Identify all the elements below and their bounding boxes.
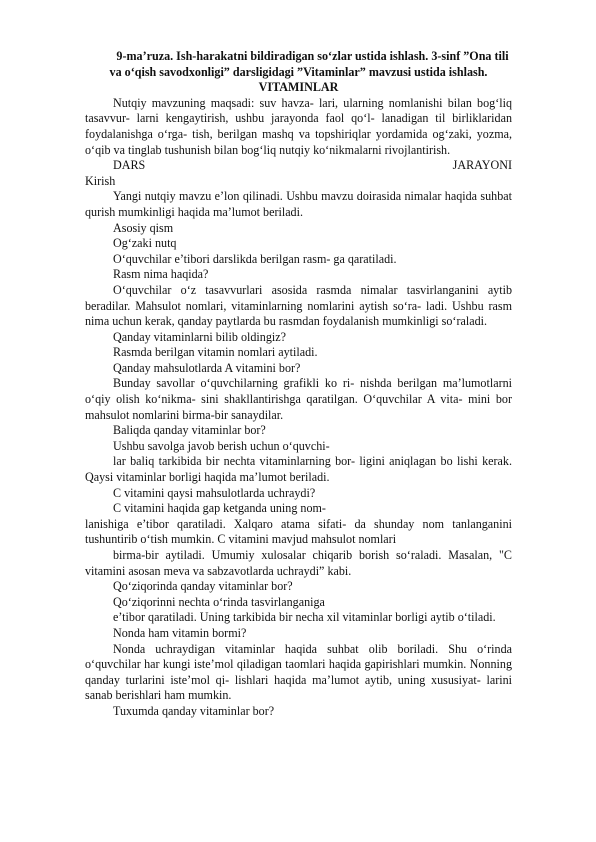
paragraph-15: C vitamini haqida gap ketganda uning nom- <box>113 501 326 516</box>
paragraph-8: Rasmda berilgan vitamin nomlari aytiladi. <box>113 345 318 360</box>
paragraph-6: O‘quvchilar o‘z tasavvurlari asosida rasmda nimalar tasvirlanganini aytib beradilar. Mahsulot nomlari, vitaminlarning nomlarini aytish so‘ra- ladi. Ushbu rasm nima uchun kerak, qanday paytlarda bu rasmdan foydalanish mumkinligi so‘raladi. <box>85 282 512 329</box>
question-qoziqorin: Qo‘ziqorinda qanday vitaminlar bor? <box>113 579 293 594</box>
question-c-vitamin: C vitamini qaysi mahsulotlarda uchraydi? <box>113 485 316 500</box>
question-vitaminlar: Qanday vitaminlarni bilib oldingiz? <box>113 329 286 344</box>
paragraph-13: lar baliq tarkibida bir nechta vitaminlarning bor- ligini aniqlagan bo lishi kerak. Qaysi vitaminlar borligi haqida ma’lumot beriladi. <box>85 454 512 485</box>
section-kirish: Kirish <box>85 173 116 188</box>
paragraph-20: e’tibor qaratiladi. Uning tarkibida bir necha xil vitaminlar borligi aytib o‘tiladi. <box>113 610 496 625</box>
paragraph-1: Yangi nutqiy mavzu e’lon qilinadi. Ushbu mavzu doirasida nimalar haqida suhbat qurish mumkinligi haqida ma’lumot beriladi. <box>85 189 512 219</box>
paragraph-10: Bunday savollar o‘quvchilarning grafikli ko ri- nishda berilgan ma’lumotlarni o‘qiy olish ko‘nikma- sini shakllantirishga qaratilgan. O‘quvchilar A vita- mini bor mahsulot nomlarini birma-bir sanaydilar. <box>85 376 512 422</box>
question-a-vitamin: Qanday mahsulotlarda A vitamini bor? <box>113 360 301 375</box>
section-ogzaki-nutq: Og‘zaki nutq <box>113 236 177 251</box>
paragraph-4: O‘quvchilar e’tibori darslikda berilgan rasm- ga qaratiladi. <box>113 251 397 266</box>
section-asosiy-qism: Asosiy qism <box>113 220 174 235</box>
paragraph-intro: Nutqiy mavzuning maqsadi: suv havza- lari, ularning nomlanishi bilan bog‘liq tasavvur- larni kengaytirish, ushbu jarayonda faol qo‘l- lanadigan til birliklaridan foydalanishga o‘rga- tish, berilgan mashq va topshiriqlar yordamida og‘zaki, yozma, o‘qib va tinglab tushunish bilan bog‘liq nutqiy ko‘nikmalarni rivojlantirish. <box>85 95 512 157</box>
paragraph-16: lanishiga e’tibor qaratiladi. Xalqaro atama sifati- da shunday nom tanlanganini tushuntirib o‘tish mumkin. C vitamini mavjud mahsulot nomlari <box>85 516 512 547</box>
paragraph-22: Nonda uchraydigan vitaminlar haqida suhbat olib boriladi. Shu o‘rinda o‘quvchilar har kungi iste’mol qiladigan taomlari haqida gapirishlari mumkin. Nonning qanday turlarini iste’mol qi- lishlari haqida ma’lumot aytib, uning xususiyat- larini sanab berishlari ham mumkin. <box>85 641 512 703</box>
question-baliq: Baliqda qanday vitaminlar bor? <box>113 423 266 438</box>
paragraph-17: birma-bir aytiladi. Umumiy xulosalar chiqarib borish so‘raladi. Masalan, "C vitamini asosan meva va sabzavotlarda uchraydi” kabi. <box>85 548 512 578</box>
paragraph-12: Ushbu savolga javob berish uchun o‘quvchi- <box>113 438 330 453</box>
dars-jarayoni-line <box>85 158 512 174</box>
lecture-title: 9-ma’ruza. Ish-harakatni bildiradigan so‘zlar ustida ishlash. 3-sinf ”Ona tili va o‘qish savodxonligi” darsligidagi ”Vitaminlar” mavzusi ustida ishlash. <box>109 49 509 79</box>
document-page <box>85 49 512 720</box>
question-tuxum: Tuxumda qanday vitaminlar bor? <box>113 703 275 718</box>
paragraph-19: Qo‘ziqorinni nechta o‘rinda tasvirlanganiga <box>113 594 325 609</box>
question-rasm: Rasm nima haqida? <box>113 267 209 282</box>
jarayoni-label: JARAYONI <box>452 158 512 173</box>
topic-heading: VITAMINLAR <box>258 80 339 95</box>
question-non: Nonda ham vitamin bormi? <box>113 625 247 640</box>
dars-label: DARS <box>113 158 146 173</box>
